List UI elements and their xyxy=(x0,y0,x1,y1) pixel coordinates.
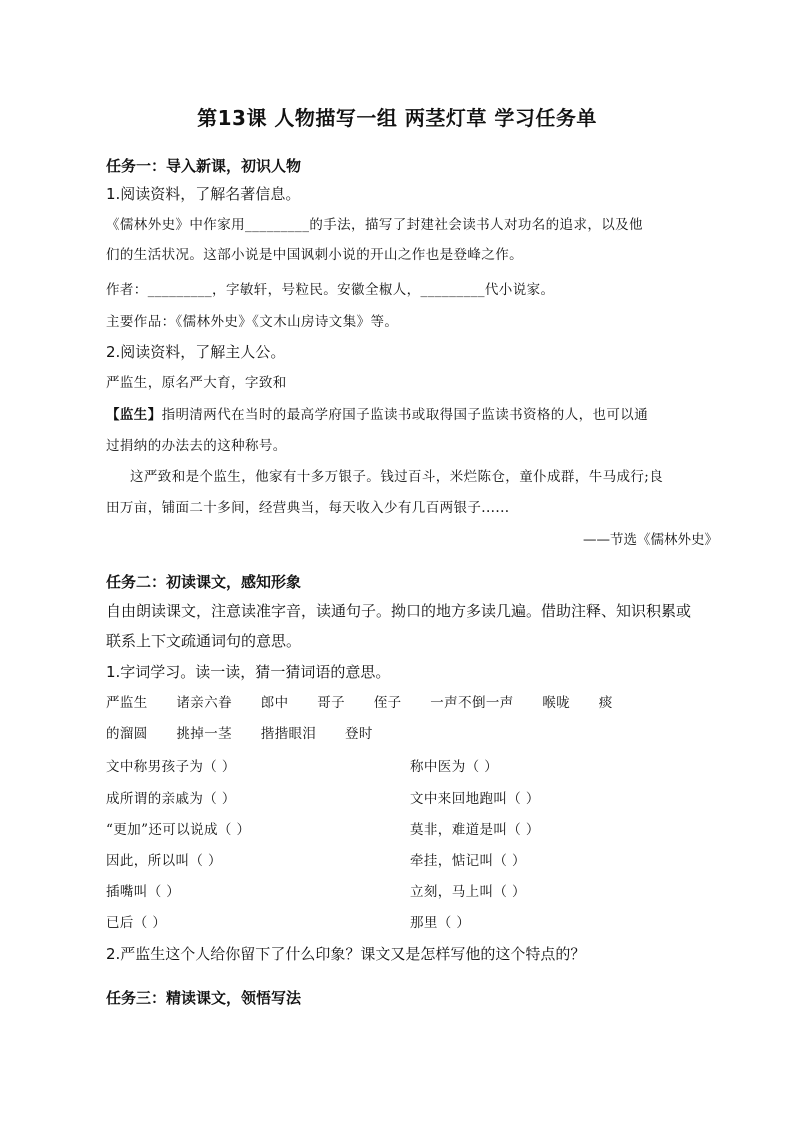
blank-right-4: 牵挂，惦记叫（ ） xyxy=(410,853,526,869)
vocab-word: 诸亲六眷 xyxy=(176,695,233,711)
blank-left-2: 成所谓的亲戚为（ ） xyxy=(106,791,236,807)
task2-question-2: 2.严监生这个人给你留下了什么印象？课文又是怎样写他的这个特点的？ xyxy=(106,945,586,963)
task2-intro-line-1: 自由朗读课文，注意读准字音，读通句子。拗口的地方多读几遍。借助注释、知识积累或 xyxy=(106,602,692,620)
blank-right-6: 那里（ ） xyxy=(410,915,471,931)
task1-works-line: 主要作品：《儒林外史》《文木山房诗文集》等。 xyxy=(106,314,399,330)
term-label: 【监生】 xyxy=(106,407,162,423)
vocab-word: 郎中 xyxy=(260,695,289,711)
task1-definition-line-1 xyxy=(106,405,648,425)
vocab-word: 侄子 xyxy=(373,695,402,711)
task1-question-2: 2.阅读资料，了解主人公。 xyxy=(106,343,286,361)
vocab-word: 痰 xyxy=(598,695,613,711)
task2-question-1: 1.字词学习。读一读，猜一猜词语的意思。 xyxy=(106,663,391,681)
task1-intro-line: 严监生，原名严大育，字致和 xyxy=(106,375,287,391)
blank-right-1: 称中医为（ ） xyxy=(410,759,499,775)
blank-left-1: 文中称男孩子为（ ） xyxy=(106,759,236,775)
vocab-row-2 xyxy=(106,724,397,744)
vocab-row-1 xyxy=(106,693,637,713)
task1-paragraph-line-2: 们的生活状况。这部小说是中国讽刺小说的开山之作也是登峰之作。 xyxy=(106,247,523,263)
task2-heading: 任务二：初读课文，感知形象 xyxy=(106,573,302,591)
vocab-word: 揩揩眼泪 xyxy=(260,726,317,742)
page-title: 第13课 人物描写一组 两茎灯草 学习任务单 xyxy=(197,106,597,130)
task1-excerpt-line-2: 田万亩，铺面二十多间，经营典当，每天收入少有几百两银子...... xyxy=(106,500,510,516)
vocab-word: 挑掉一茎 xyxy=(176,726,233,742)
vocab-word: 喉咙 xyxy=(542,695,571,711)
definition-text: 指明清两代在当时的最高学府国子监读书或取得国子监读书资格的人，也可以通 xyxy=(161,407,649,423)
task3-heading: 任务三：精读课文，领悟写法 xyxy=(106,989,302,1007)
blank-left-4: 因此，所以叫（ ） xyxy=(106,853,222,869)
task1-definition-line-2: 过捐纳的办法去的这种称号。 xyxy=(106,438,287,454)
task1-excerpt-line-1: 这严致和是个监生，他家有十多万银子。钱过百斗，米烂陈仓，童仆成群，牛马成行;良 xyxy=(130,469,664,485)
task1-question-1: 1.阅读资料，了解名著信息。 xyxy=(106,185,301,203)
vocab-word: 哥子 xyxy=(317,695,346,711)
vocab-word: 的溜圆 xyxy=(106,726,148,742)
blank-right-3: 莫非，难道是叫（ ） xyxy=(410,822,540,838)
vocab-word: 登时 xyxy=(345,726,373,742)
vocab-word: 严监生 xyxy=(106,695,148,711)
blank-right-2: 文中来回地跑叫（ ） xyxy=(410,791,540,807)
blank-left-3: “更加”还可以说成（ ） xyxy=(106,822,251,838)
task1-paragraph-line-1: 《儒林外史》中作家用_________的手法，描写了封建社会读书人对功名的追求，以及他 xyxy=(106,217,643,233)
blank-left-6: 已后（ ） xyxy=(106,915,167,931)
task1-excerpt-source: ——节选《儒林外史》 xyxy=(583,532,718,548)
task2-intro-line-2: 联系上下文疏通词句的意思。 xyxy=(106,632,302,650)
vocab-word: 一声不倒一声 xyxy=(430,695,514,711)
task1-author-line: 作者：_________，字敏轩，号粒民。安徽全椒人，_________代小说家。 xyxy=(106,282,555,298)
blank-right-5: 立刻，马上叫（ ） xyxy=(410,884,526,900)
task1-heading: 任务一：导入新课，初识人物 xyxy=(106,157,302,175)
blank-left-5: 插嘴叫（ ） xyxy=(106,884,181,900)
